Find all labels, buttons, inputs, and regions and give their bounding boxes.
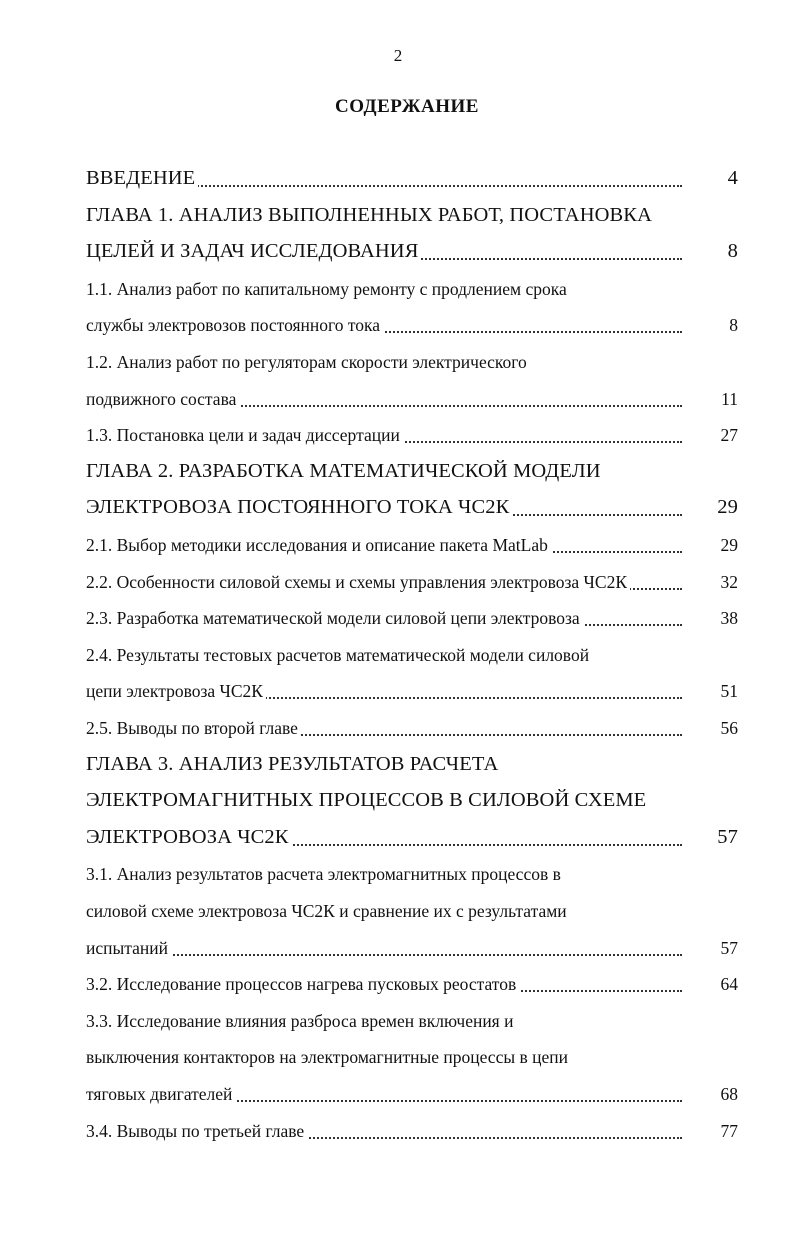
toc-page-number: 57 <box>720 937 738 958</box>
toc-entry-title: ЭЛЕКТРОМАГНИТНЫХ ПРОЦЕССОВ В СИЛОВОЙ СХЕМЕ <box>86 789 649 812</box>
toc-entry-line <box>86 489 738 525</box>
toc-page-number: 32 <box>720 571 738 592</box>
toc-entry-line <box>86 1075 738 1111</box>
toc-entry-line <box>86 1112 738 1148</box>
toc-entry-line <box>86 233 738 269</box>
toc-entry-title: 3.3. Исследование влияния разброса времен включения и <box>86 1011 516 1032</box>
toc-entry-continuation <box>86 343 738 379</box>
toc-page-number: 38 <box>720 608 738 629</box>
toc-entry-line <box>86 306 738 342</box>
toc-entry-title: службы электровозов постоянного тока <box>86 315 383 336</box>
toc-entry-line <box>86 709 738 745</box>
toc-entry-line <box>86 965 738 1001</box>
toc-page-number: 27 <box>720 425 738 446</box>
toc-page-number: 51 <box>720 681 738 702</box>
toc-entry-title: 1.2. Анализ работ по регуляторам скорости электрического <box>86 352 530 373</box>
toc-entry-continuation <box>86 197 738 233</box>
toc-entry-continuation <box>86 855 738 891</box>
toc-entry-title: ЭЛЕКТРОВОЗА ЧС2К <box>86 826 292 849</box>
toc-page-number: 57 <box>717 825 738 848</box>
toc-entry-title: ЦЕЛЕЙ И ЗАДАЧ ИССЛЕДОВАНИЯ <box>86 240 421 263</box>
toc-entry-continuation <box>86 782 738 818</box>
toc-entry-title: 1.1. Анализ работ по капитальному ремонту с продлением срока <box>86 279 570 300</box>
toc-page-number: 4 <box>727 167 738 189</box>
toc-entry-continuation <box>86 453 738 489</box>
toc-entry-line <box>86 563 738 599</box>
toc-entry-continuation <box>86 746 738 782</box>
toc-entry-title: выключения контакторов на электромагнитные процессы в цепи <box>86 1047 571 1068</box>
toc-entry-title: тяговых двигателей <box>86 1084 235 1105</box>
toc-page-number: 68 <box>720 1084 738 1104</box>
toc-entry-title: ГЛАВА 3. АНАЛИЗ РЕЗУЛЬТАТОВ РАСЧЕТА <box>86 753 501 776</box>
toc-page-number: 8 <box>727 240 738 263</box>
toc-entry-continuation <box>86 1038 738 1074</box>
toc-entry-title: подвижного состава <box>86 389 239 410</box>
toc-entry-line <box>86 819 738 855</box>
toc-entry-title: 2.4. Результаты тестовых расчетов математической модели силовой <box>86 645 592 666</box>
toc-page-number: 8 <box>729 315 738 336</box>
toc-entry-line <box>86 416 738 452</box>
toc-entry-line <box>86 672 738 708</box>
toc-entry-title: ГЛАВА 1. АНАЛИЗ ВЫПОЛНЕННЫХ РАБОТ, ПОСТАНОВКА <box>86 204 655 227</box>
page-number: 2 <box>393 46 403 65</box>
toc-entry-title: 1.3. Постановка цели и задач диссертации <box>86 425 403 446</box>
toc-entry-line <box>86 599 738 635</box>
toc-page-number: 64 <box>720 974 738 995</box>
toc-entry-title: 3.2. Исследование процессов нагрева пусковых реостатов <box>86 974 519 995</box>
toc-entry-continuation <box>86 270 738 306</box>
toc-entry-title: 2.1. Выбор методики исследования и описание пакета MatLab <box>86 535 551 556</box>
toc-entry-line <box>86 526 738 562</box>
toc-entry-title: 3.4. Выводы по третьей главе <box>86 1121 307 1142</box>
toc-entry-continuation <box>86 1002 738 1038</box>
toc-entry-continuation <box>86 892 738 928</box>
toc-entry-line <box>86 929 738 965</box>
toc-page-number: 29 <box>720 535 738 555</box>
toc-page-number: 56 <box>720 718 738 738</box>
toc-page-number: 77 <box>720 1120 738 1141</box>
toc-page-number: 29 <box>717 496 738 519</box>
toc-entry-title: ГЛАВА 2. РАЗРАБОТКА МАТЕМАТИЧЕСКОЙ МОДЕЛИ <box>86 460 604 483</box>
toc-entry-title: цепи электровоза ЧС2К <box>86 681 266 702</box>
toc-entry-title: ВВЕДЕНИЕ <box>86 167 198 190</box>
toc-entry-line <box>86 380 738 416</box>
dot-leader <box>86 954 682 956</box>
toc-entry-title: испытаний <box>86 938 171 959</box>
toc-page-number: 11 <box>721 388 738 409</box>
page-title: СОДЕРЖАНИЕ <box>335 96 479 117</box>
toc-entry-title: 2.5. Выводы по второй главе <box>86 718 301 739</box>
toc-entry-continuation <box>86 636 738 672</box>
toc-entry-title: 2.3. Разработка математической модели силовой цепи электровоза <box>86 608 583 629</box>
toc-entry-title: 2.2. Особенности силовой схемы и схемы управления электровоза ЧС2К <box>86 572 630 593</box>
toc-entry-line <box>86 160 738 196</box>
toc-entry-title: 3.1. Анализ результатов расчета электромагнитных процессов в <box>86 864 564 885</box>
toc-entry-title: ЭЛЕКТРОВОЗА ПОСТОЯННОГО ТОКА ЧС2К <box>86 496 512 519</box>
toc-entry-title: силовой схеме электровоза ЧС2К и сравнение их с результатами <box>86 901 570 922</box>
